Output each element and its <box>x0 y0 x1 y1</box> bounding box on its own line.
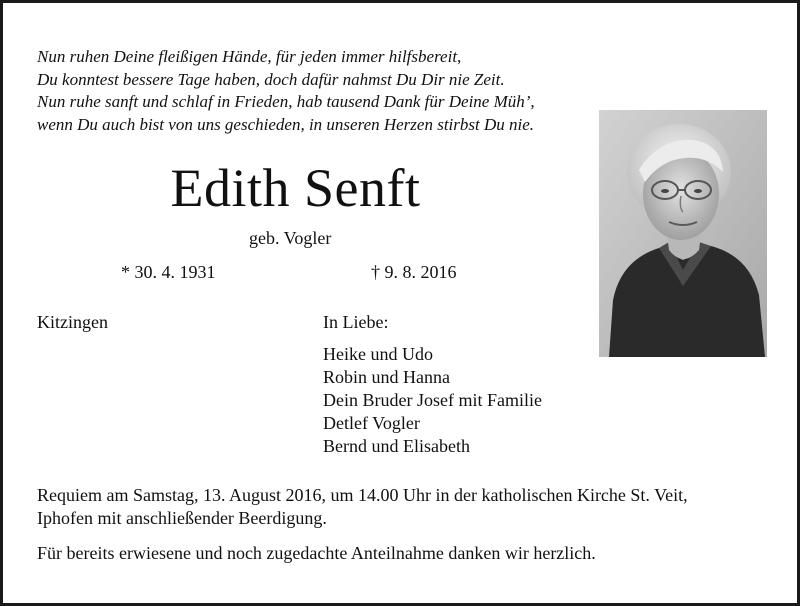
requiem-line: Requiem am Samstag, 13. August 2016, um 14.00 Uhr in der katholischen Kirche St. Veit, <box>37 485 688 505</box>
portrait-photo <box>599 110 767 357</box>
poem-line: Nun ruhe sanft und schlaf in Frieden, hab tausend Dank für Deine Müh’, <box>37 92 535 111</box>
mourners-heading: In Liebe: <box>323 312 389 332</box>
mourner-name: Dein Bruder Josef mit Familie <box>323 390 542 410</box>
maiden-name: geb. Vogler <box>249 228 332 248</box>
place-name: Kitzingen <box>37 312 108 332</box>
mourner-name: Detlef Vogler <box>323 413 420 433</box>
poem-line: Nun ruhen Deine fleißigen Hände, für jeden immer hilfsbereit, <box>37 47 462 66</box>
mourners-list <box>323 343 542 458</box>
memorial-poem <box>37 46 535 136</box>
requiem-line: Iphofen mit anschließender Beerdigung. <box>37 508 327 528</box>
poem-line: wenn Du auch bist von uns geschieden, in unseren Herzen stirbst Du nie. <box>37 114 535 134</box>
death-date: † 9. 8. 2016 <box>371 262 457 282</box>
birth-date: * 30. 4. 1931 <box>121 262 216 282</box>
mourner-name: Bernd und Elisabeth <box>323 436 470 456</box>
mourner-name: Heike und Udo <box>323 344 433 364</box>
deceased-name: Edith Senft <box>170 158 421 218</box>
thanks-note: Für bereits erwiesene und noch zugedachte Anteilnahme danken wir herzlich. <box>37 543 596 563</box>
requiem-announcement <box>37 484 777 530</box>
mourner-name: Robin und Hanna <box>323 367 450 387</box>
portrait-illustration <box>599 110 767 357</box>
poem-line: Du konntest bessere Tage haben, doch dafür nahmst Du Dir nie Zeit. <box>37 69 505 89</box>
